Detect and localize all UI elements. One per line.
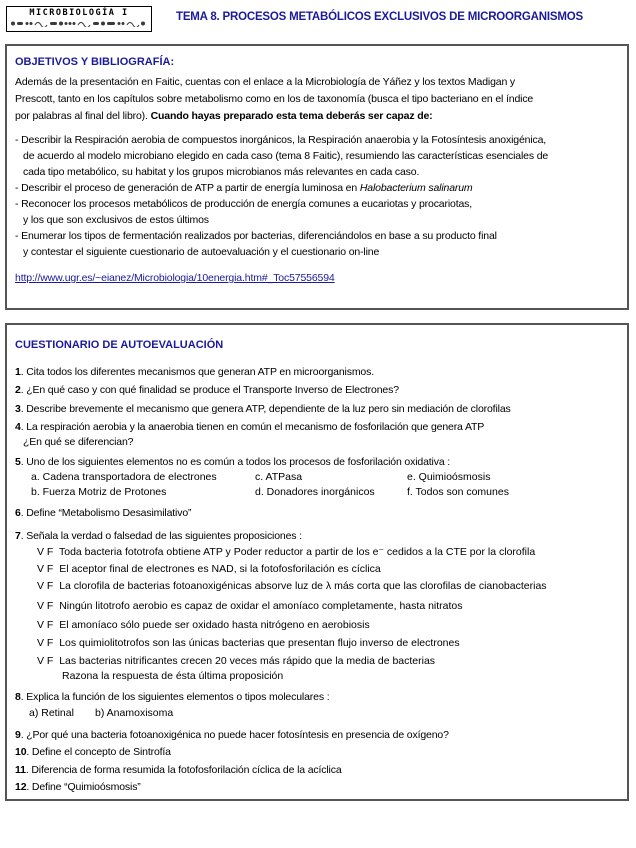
tf-item — [37, 655, 435, 667]
question-9 — [15, 729, 449, 742]
question-text: . Define “Metabolismo Desasimilativo” — [20, 507, 192, 519]
question-text: . ¿En qué caso y con qué finalidad se produce el Transporte Inverso de Electrones? — [20, 384, 399, 396]
option-a: a. Cadena transportadora de electrones — [31, 471, 217, 483]
tf-reason: Razona la respuesta de ésta última proposición — [62, 670, 284, 682]
intro-line — [15, 110, 433, 123]
question-text: . Describe brevemente el mecanismo que genera ATP, dependiente de la luz pero sin mediación de clorofilas — [20, 403, 511, 415]
objective-bullet: - Enumerar los tipos de fermentación realizados por bacterias, diferenciándolos en base a su producto final — [15, 230, 497, 242]
tf-item — [37, 546, 535, 558]
tf-item — [37, 563, 381, 575]
question-number: 9 — [15, 729, 21, 741]
tf-label: V F — [37, 546, 54, 558]
tf-label: V F — [37, 563, 54, 575]
question-text: . Define el concepto de Sintrofía — [26, 746, 171, 758]
question-7 — [15, 530, 302, 543]
question-number: 12 — [15, 781, 27, 793]
tf-item — [37, 637, 460, 649]
tf-item — [37, 600, 463, 612]
objective-bullet-cont: cada tipo metabólico, su habitat y los grupos microbianos más relevantes en cada caso. — [23, 166, 420, 178]
tf-label: V F — [37, 637, 54, 649]
question-text: . Señala la verdad o falsedad de las siguientes proposiciones : — [20, 530, 302, 542]
intro-line: Prescott, tanto en los capítulos sobre metabolismo como en los de taxonomía (busca el tipo bacteriano en el índice — [15, 93, 534, 105]
option-anamoxisoma: b) Anamoxisoma — [95, 707, 174, 719]
question-number: 11 — [15, 764, 26, 776]
question-4-cont: ¿En qué se diferencian? — [23, 436, 134, 448]
question-1 — [15, 366, 374, 379]
question-5 — [15, 456, 450, 469]
page-title: TEMA 8. PROCESOS METABÓLICOS EXCLUSIVOS DE MICROORGANISMOS — [176, 11, 583, 23]
option-c: c. ATPasa — [255, 471, 303, 483]
questionnaire-heading: CUESTIONARIO DE AUTOEVALUACIÓN — [15, 339, 224, 351]
question-2 — [15, 384, 399, 397]
question-3 — [15, 403, 511, 416]
intro-bold-text: Cuando hayas preparado esta tema deberás ser capaz de: — [150, 110, 433, 122]
logo — [6, 6, 152, 32]
tf-label: V F — [37, 655, 54, 667]
objective-bullet-cont: de acuerdo al modelo microbiano elegido en cada caso (tema 8 Faitic), resumiendo las características esenciales de — [23, 150, 549, 162]
intro-line: Además de la presentación en Faitic, cuentas con el enlace a la Microbiología de Yáñez y los textos Madigan y — [15, 76, 516, 88]
option-e: e. Quimioósmosis — [407, 471, 491, 483]
question-11 — [15, 764, 342, 777]
tf-label: V F — [37, 580, 54, 592]
objective-bullet-cont: y contestar el siguiente cuestionario de autoevaluación y el cuestionario on-line — [23, 246, 380, 258]
question-text: . La respiración aerobia y la anaerobia tienen en común el mecanismo de fosforilación que genera ATP — [20, 421, 485, 433]
question-number: 1 — [15, 366, 21, 378]
question-8 — [15, 691, 329, 704]
tf-statement: Las bacterias nitrificantes crecen 20 veces más rápido que la media de bacterias — [59, 655, 436, 667]
tf-statement: Ningún litotrofo aerobio es capaz de oxidar el amoníaco completamente, hasta nitratos — [59, 600, 463, 612]
logo-text: MICROBIOLOGÍA I — [29, 8, 129, 18]
question-number: 10 — [15, 746, 27, 758]
option-retinal: a) Retinal — [29, 707, 74, 719]
tf-label: V F — [37, 600, 54, 612]
question-number: 7 — [15, 530, 21, 542]
option-d: d. Donadores inorgánicos — [255, 486, 375, 498]
reference-link[interactable]: http://www.ugr.es/~eianez/Microbiologia/10energia.htm#_Toc57556594 — [15, 272, 335, 284]
objectives-heading: OBJETIVOS Y BIBLIOGRAFÍA: — [15, 56, 175, 68]
questionnaire-panel — [5, 323, 629, 801]
question-text: . Diferencia de forma resumida la fotofosforilación cíclica de la acíclica — [25, 764, 342, 776]
tf-item — [37, 619, 370, 631]
objective-bullet-cont: y los que son exclusivos de estos últimos — [23, 214, 209, 226]
question-number: 8 — [15, 691, 21, 703]
option-b: b. Fuerza Motriz de Protones — [31, 486, 167, 498]
question-text: . Cita todos los diferentes mecanismos que generan ATP en microorganismos. — [20, 366, 374, 378]
tf-statement: Los quimiolitotrofos son las únicas bacterias que presentan flujo inverso de electrones — [59, 637, 460, 649]
question-text: . Uno de los siguientes elementos no es común a todos los procesos de fosforilación oxidativa : — [20, 456, 451, 468]
question-text: . Define “Quimioósmosis” — [26, 781, 141, 793]
reference-link-row — [15, 272, 335, 285]
question-10 — [15, 746, 171, 759]
question-text: . Explica la función de los siguientes elementos o tipos moleculares : — [20, 691, 330, 703]
question-number: 2 — [15, 384, 21, 396]
question-number: 5 — [15, 456, 21, 468]
tf-label: V F — [37, 619, 54, 631]
question-text: . ¿Por qué una bacteria fotoanoxigénica no puede hacer fotosíntesis en presencia de oxígeno? — [20, 729, 449, 741]
tf-statement: El aceptor final de electrones es NAD, si la fotofosforilación es cíclica — [59, 563, 381, 575]
tf-statement: La clorofila de bacterias fotoanoxigénicas absorve luz de λ más corta que las clorofilas de cianobacterias — [59, 580, 547, 592]
tf-statement: Toda bacteria fototrofa obtiene ATP y Poder reductor a partir de los e⁻ cedidos a la CTE por la clorofila — [59, 546, 536, 558]
question-12 — [15, 781, 141, 794]
question-6 — [15, 507, 191, 520]
logo-microbes-strip — [10, 20, 146, 27]
question-4 — [15, 421, 484, 434]
objective-bullet: - Reconocer los procesos metabólicos de producción de energía comunes a eucariotas y procariotas, — [15, 198, 473, 210]
objectives-panel — [5, 44, 629, 310]
question-number: 3 — [15, 403, 21, 415]
species-name: Halobacterium salinarum — [359, 182, 473, 194]
question-number: 6 — [15, 507, 21, 519]
option-f: f. Todos son comunes — [407, 486, 509, 498]
tf-statement: El amoníaco sólo puede ser oxidado hasta nitrógeno en aerobiosis — [59, 619, 370, 631]
tf-item — [37, 580, 547, 592]
objective-bullet: - Describir la Respiración aerobia de compuestos inorgánicos, la Respiración anaerobia y la Fotosíntesis anoxigénica, — [15, 134, 547, 146]
intro-text: por palabras al final del libro). — [15, 110, 148, 122]
objective-text: - Describir el proceso de generación de ATP a partir de energía luminosa en — [15, 182, 358, 194]
objective-bullet — [15, 182, 473, 195]
question-number: 4 — [15, 421, 21, 433]
